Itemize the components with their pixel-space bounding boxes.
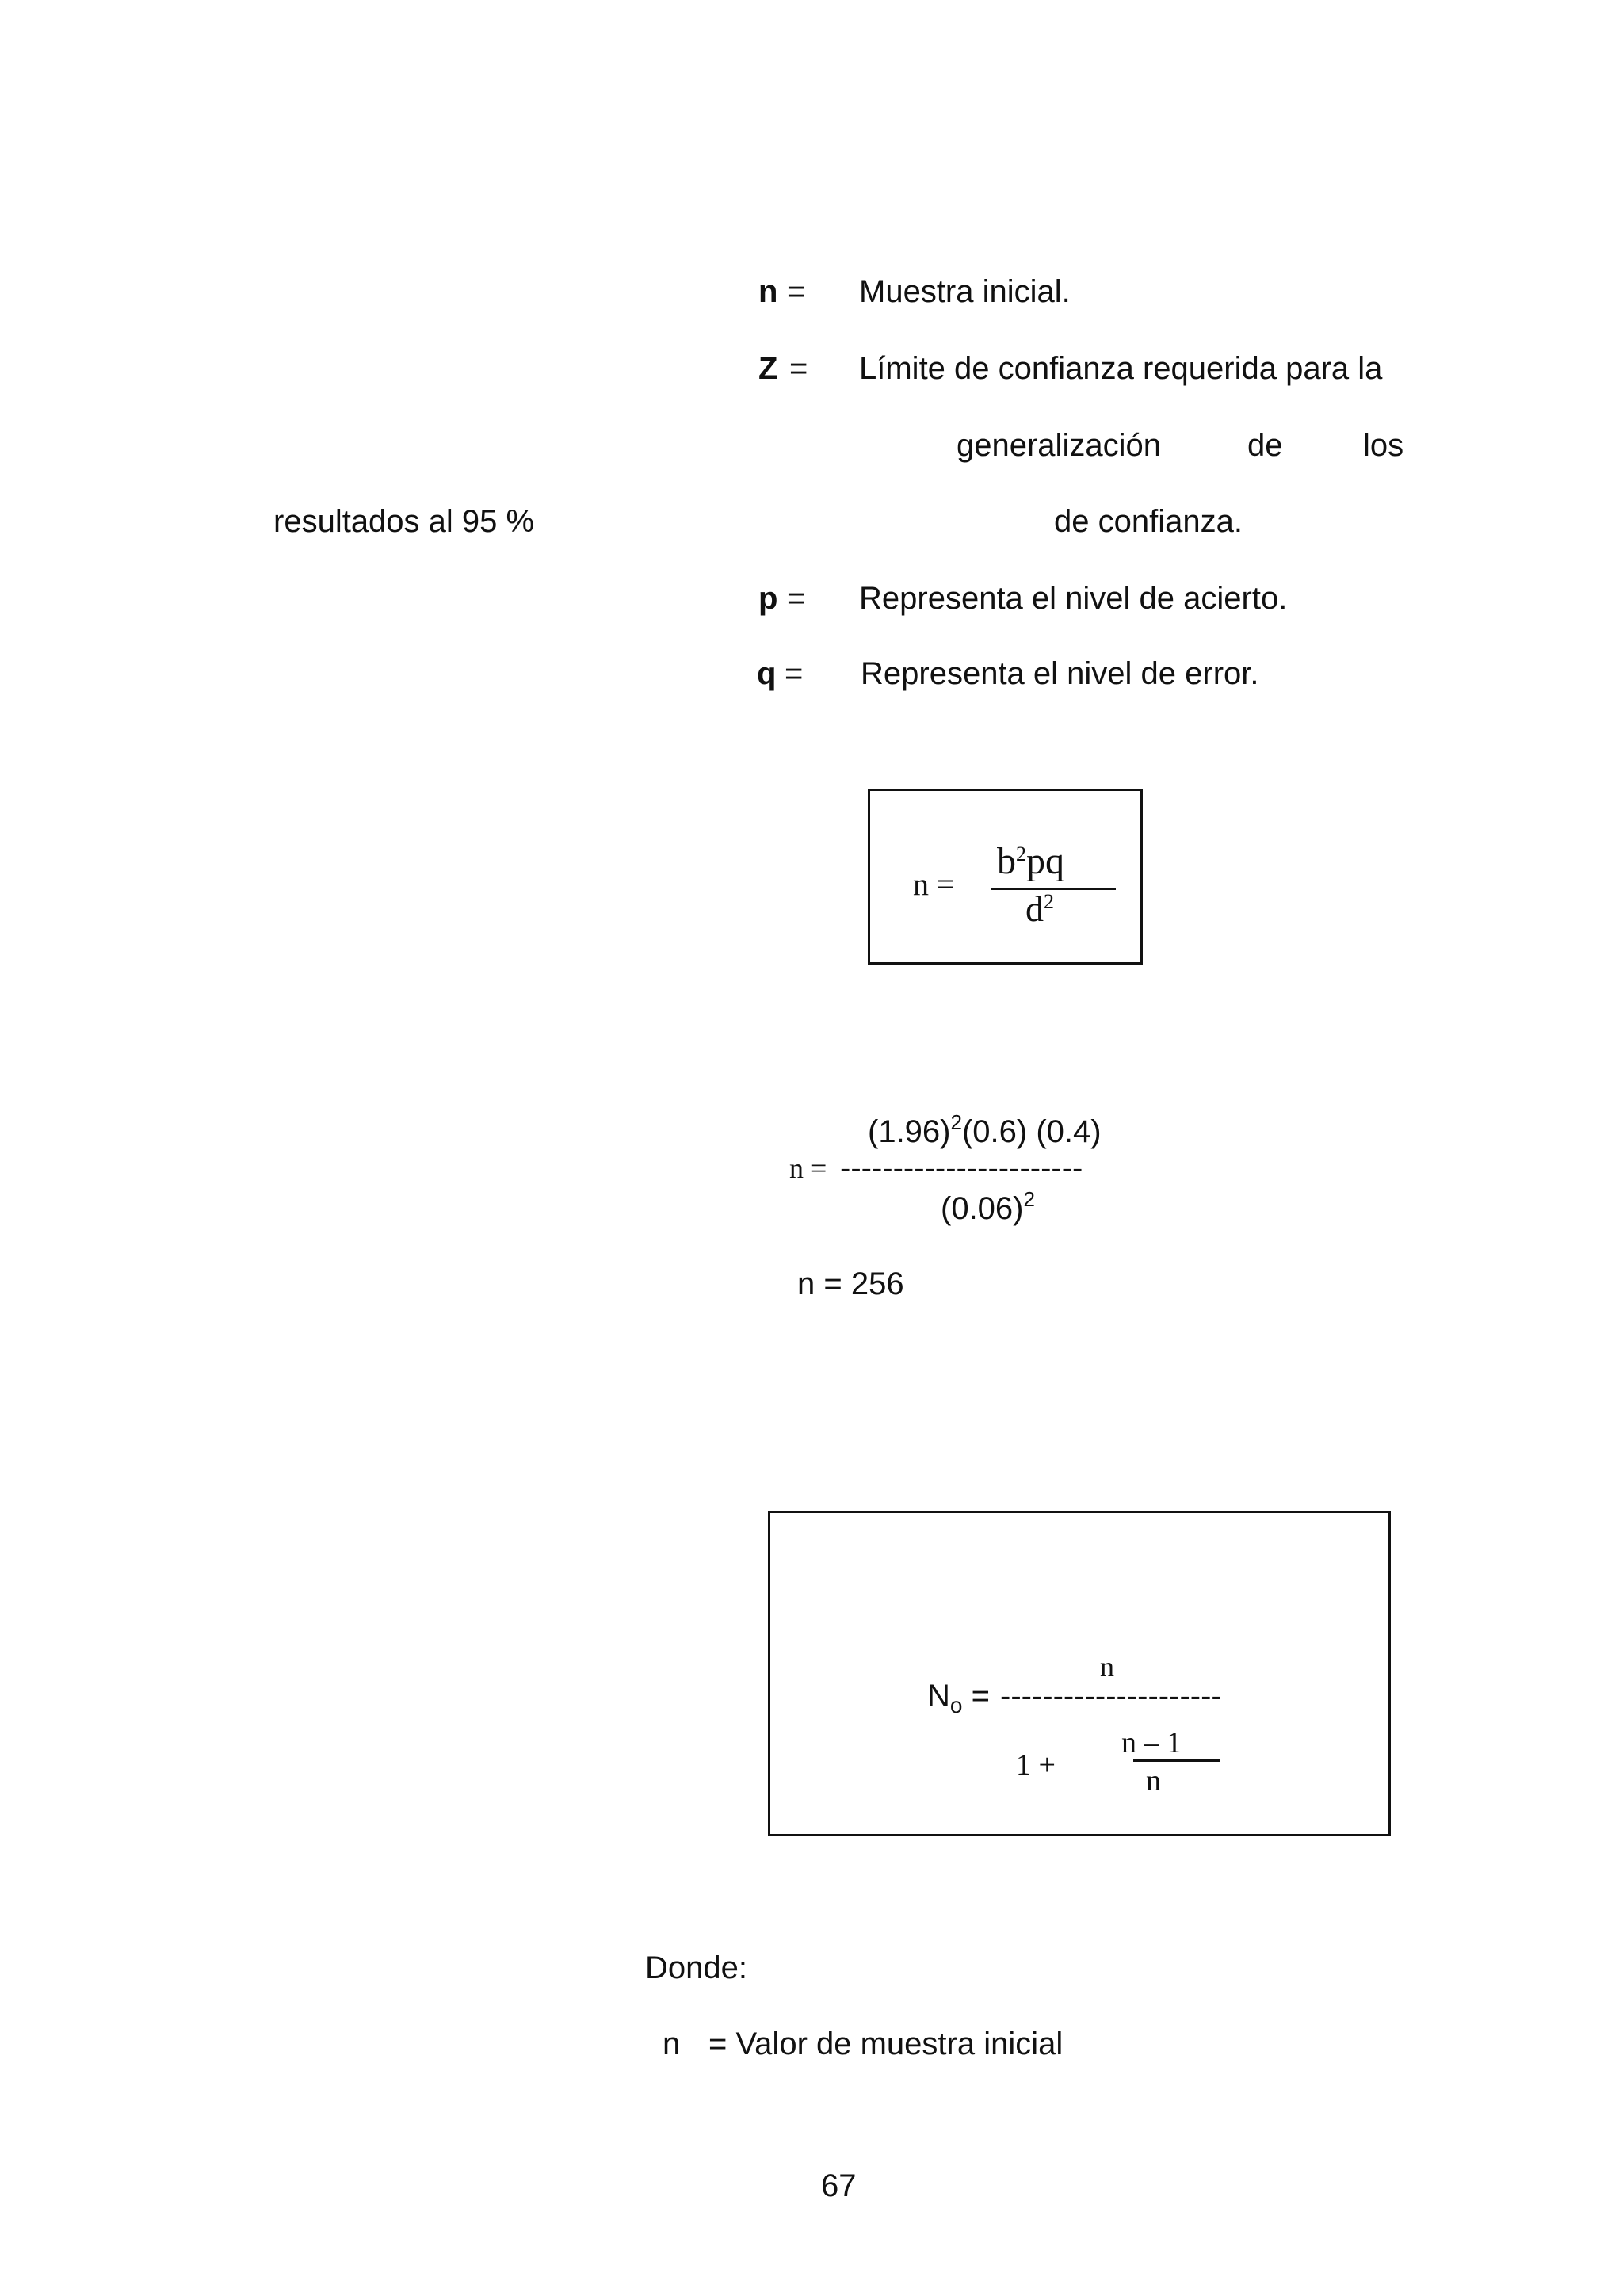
formula2-dashes: --------------------- — [1000, 1679, 1222, 1713]
formula1-denominator: $d^2$ — [1025, 888, 1054, 929]
definition-equals: = — [787, 581, 806, 616]
formula2-one-plus: 1 + — [1016, 1748, 1056, 1782]
definition-text: Representa el nivel de acierto. — [859, 581, 1288, 616]
definition-symbol: p — [758, 581, 778, 616]
formula2-top-n: n — [1100, 1651, 1114, 1683]
donde-heading: Donde: — [645, 1950, 747, 1985]
calc-denominator: $(0.06)^2$ — [941, 1187, 1035, 1226]
calc-fraction-dashes: ----------------------- — [840, 1151, 1083, 1186]
definition-symbol: q — [757, 656, 777, 691]
donde-symbol: n — [663, 2027, 681, 2061]
formula2-lhs: $N_o$ = — [927, 1679, 990, 1717]
definition-equals: = — [787, 274, 806, 309]
calc-result: n = 256 — [797, 1266, 904, 1301]
continuation-word: los — [1363, 428, 1404, 463]
definition-symbol: n — [758, 274, 778, 309]
formula2-frac-num: n – 1 — [1121, 1726, 1182, 1759]
definition-equals: = — [789, 351, 808, 386]
continuation-word: generalización — [957, 428, 1161, 463]
fraction-bar — [1133, 1759, 1220, 1762]
definition-text: Muestra inicial. — [859, 274, 1071, 309]
formula1-numerator: $b^2pq$ — [997, 840, 1064, 882]
continuation-right: de confianza. — [1054, 504, 1243, 539]
definition-text: Límite de confianza requerida para la — [859, 351, 1383, 386]
continuation-word: de — [1247, 428, 1283, 463]
formula1-lhs: n = — [913, 866, 955, 902]
definition-symbol: Z — [758, 351, 778, 386]
formula2-frac-den: n — [1146, 1764, 1161, 1797]
continuation-left: resultados al 95 % — [273, 504, 535, 539]
formula-box-adjusted-sample — [768, 1511, 1391, 1836]
donde-text: = Valor de muestra inicial — [708, 2027, 1064, 2061]
definition-equals: = — [785, 656, 804, 691]
calc-lhs: n = — [789, 1152, 827, 1184]
definition-text: Representa el nivel de error. — [861, 656, 1259, 691]
page-number: 67 — [821, 2168, 857, 2203]
calc-numerator: $(1.96)^2(0.6)$ (0.4) — [868, 1110, 1102, 1149]
